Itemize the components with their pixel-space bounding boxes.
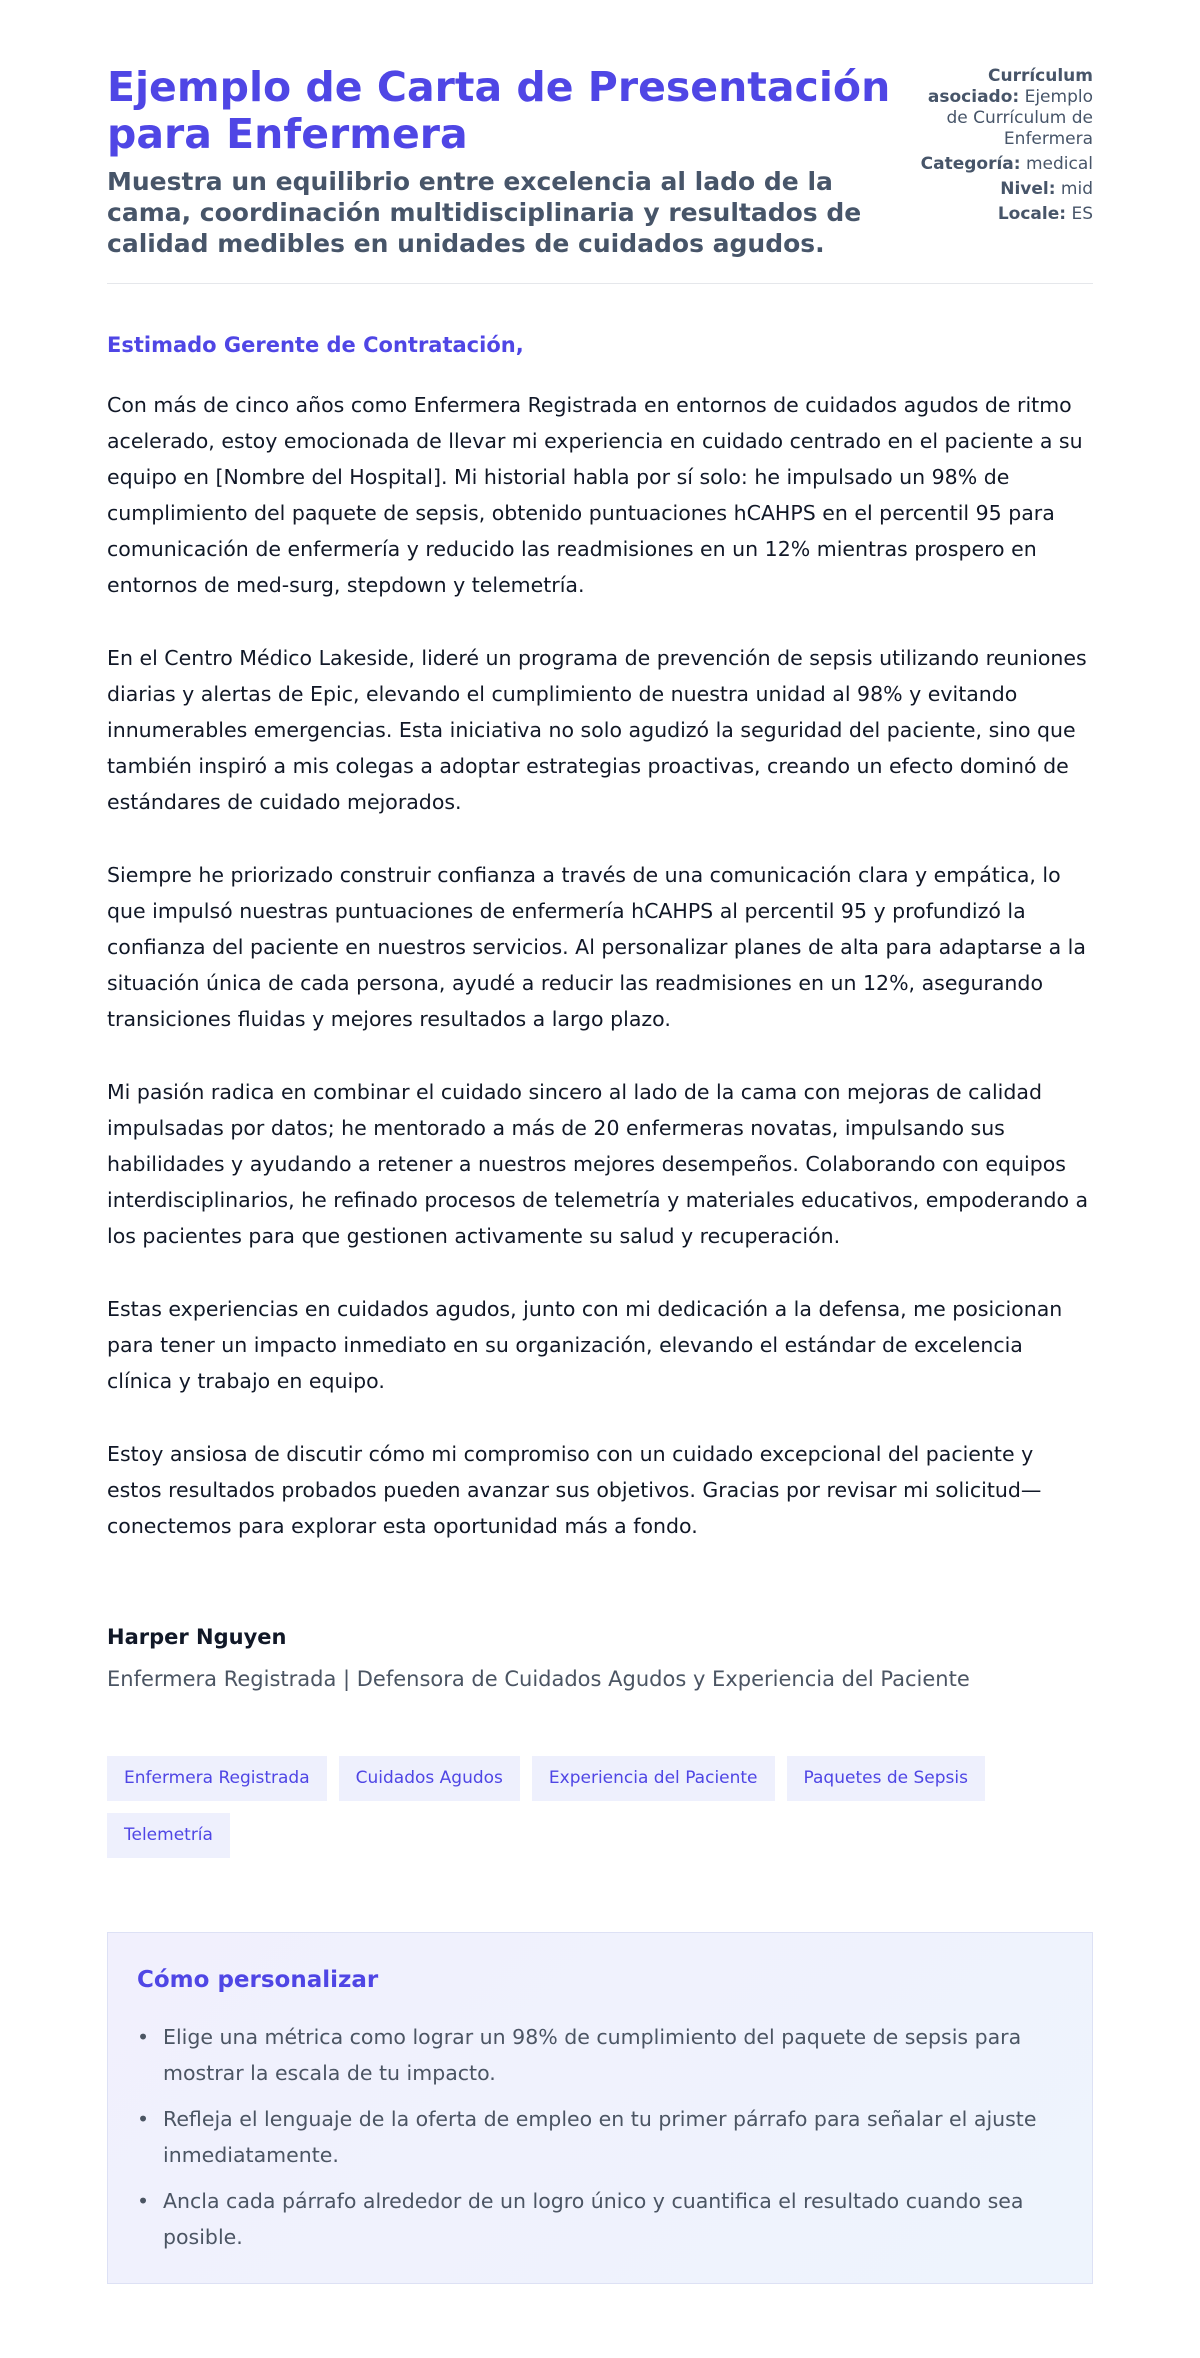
letter-paragraph: Mi pasión radica en combinar el cuidado sincero al lado de la cama con mejoras de calidad impulsadas por datos; he mentorado a más de 20 enfermeras novatas, impulsando sus habilidades y ayudando a retener a nuestros mejores desempeños. Colaborando con equipos interdisciplinarios, he refinado procesos de telemetría y materiales educativos, empoderando a los pacientes para que gestionen activamente su salud y recuperación. <box>107 1080 1089 1248</box>
header-titles <box>107 64 897 259</box>
letter-paragraph: En el Centro Médico Lakeside, lideré un programa de prevención de sepsis utilizando reuniones diarias y alertas de Epic, elevando el cumplimiento de nuestra unidad al 98% y evitando innumerables emergencias. Esta iniciativa no solo agudizó la seguridad del paciente, sino que también inspiró a mis colegas a adoptar estrategias proactivas, creando un efecto dominó de estándares de cuidado mejorados. <box>107 646 1087 814</box>
meta-locale-value: ES <box>1071 204 1093 224</box>
page-subtitle: Muestra un equilibrio entre excelencia al lado de la cama, coordinación multidisciplinaria y resultados de calidad medibles en unidades de cuidados agudos. <box>107 167 862 258</box>
tip-text: Ancla cada párrafo alrededor de un logro único y cuantifica el resultado cuando sea posible. <box>163 2189 1024 2249</box>
meta-locale <box>903 204 1093 225</box>
meta-level-label: Nivel: <box>1000 179 1056 199</box>
tip-text: Elige una métrica como lograr un 98% de cumplimiento del paquete de sepsis para mostrar la escala de tu impacto. <box>163 2025 1022 2085</box>
skill-tag: Enfermera Registrada <box>107 1756 327 1801</box>
bullet-icon: • <box>137 2107 150 2131</box>
meta-level-value: mid <box>1060 179 1093 199</box>
signature-name: Harper Nguyen <box>107 1625 287 1649</box>
meta-category-value: medical <box>1025 154 1093 174</box>
tips-list-item <box>137 2101 1063 2173</box>
tips-list-item <box>137 2183 1063 2255</box>
tips-list-item <box>137 2019 1063 2091</box>
letter-paragraph: Siempre he priorizado construir confianza a través de una comunicación clara y empática, lo que impulsó nuestras puntuaciones de enfermería hCAHPS al percentil 95 y profundizó la confianza del paciente en nuestros servicios. Al personalizar planes de alta para adaptarse a la situación única de cada persona, ayudé a reducir las readmisiones en un 12%, asegurando transiciones fluidas y mejores resultados a largo plazo. <box>107 863 1086 1031</box>
letter-salutation: Estimado Gerente de Contratación, <box>107 333 524 357</box>
meta-resume-value: Ejemplo de Currículum de Enfermera <box>946 87 1093 149</box>
skill-tag: Paquetes de Sepsis <box>787 1756 985 1801</box>
letter-paragraph: Estoy ansiosa de discutir cómo mi compromiso con un cuidado excepcional del paciente y estos resultados probados pueden avanzar sus objetivos. Gracias por revisar mi solicitud—conectemos para explorar esta oportunidad más a fondo. <box>107 1442 1042 1538</box>
skill-tag: Cuidados Agudos <box>339 1756 520 1801</box>
skill-tag: Telemetría <box>107 1813 230 1858</box>
tip-text: Refleja el lenguaje de la oferta de empleo en tu primer párrafo para señalar el ajuste inmediatamente. <box>163 2107 1037 2167</box>
tips-list <box>137 2019 1063 2265</box>
page-title: Ejemplo de Carta de Presentación para Enfermera <box>107 63 891 158</box>
meta-category-label: Categoría: <box>920 154 1021 174</box>
tips-title: Cómo personalizar <box>137 1967 379 1993</box>
page-header <box>107 64 1093 284</box>
skill-tag: Experiencia del Paciente <box>532 1756 775 1801</box>
metadata-panel <box>903 66 1093 229</box>
letter-paragraph: Estas experiencias en cuidados agudos, junto con mi dedicación a la defensa, me posicionan para tener un impacto inmediato en su organización, elevando el estándar de excelencia clínica y trabajo en equipo. <box>107 1297 1063 1393</box>
meta-category <box>903 154 1093 175</box>
letter-body <box>107 387 1093 1581</box>
bullet-icon: • <box>137 2189 150 2213</box>
customization-tips-box <box>107 1932 1093 2284</box>
letter-paragraph: Con más de cinco años como Enfermera Registrada en entornos de cuidados agudos de ritmo acelerado, estoy emocionada de llevar mi experiencia en cuidado centrado en el paciente a su equipo en [Nombre del Hospital]. Mi historial habla por sí solo: he impulsado un 98% de cumplimiento del paquete de sepsis, obtenido puntuaciones hCAHPS en el percentil 95 para comunicación de enfermería y reducido las readmisiones en un 12% mientras prospero en entornos de med-surg, stepdown y telemetría. <box>107 393 1083 597</box>
meta-resume <box>903 66 1093 150</box>
signature-role: Enfermera Registrada | Defensora de Cuidados Agudos y Experiencia del Paciente <box>107 1667 970 1691</box>
skill-tags <box>107 1756 1007 1858</box>
meta-locale-label: Locale: <box>997 204 1067 224</box>
meta-resume-label: Currículum asociado: <box>927 66 1093 107</box>
meta-level <box>903 179 1093 200</box>
bullet-icon: • <box>137 2025 150 2049</box>
header-divider <box>107 283 1093 284</box>
